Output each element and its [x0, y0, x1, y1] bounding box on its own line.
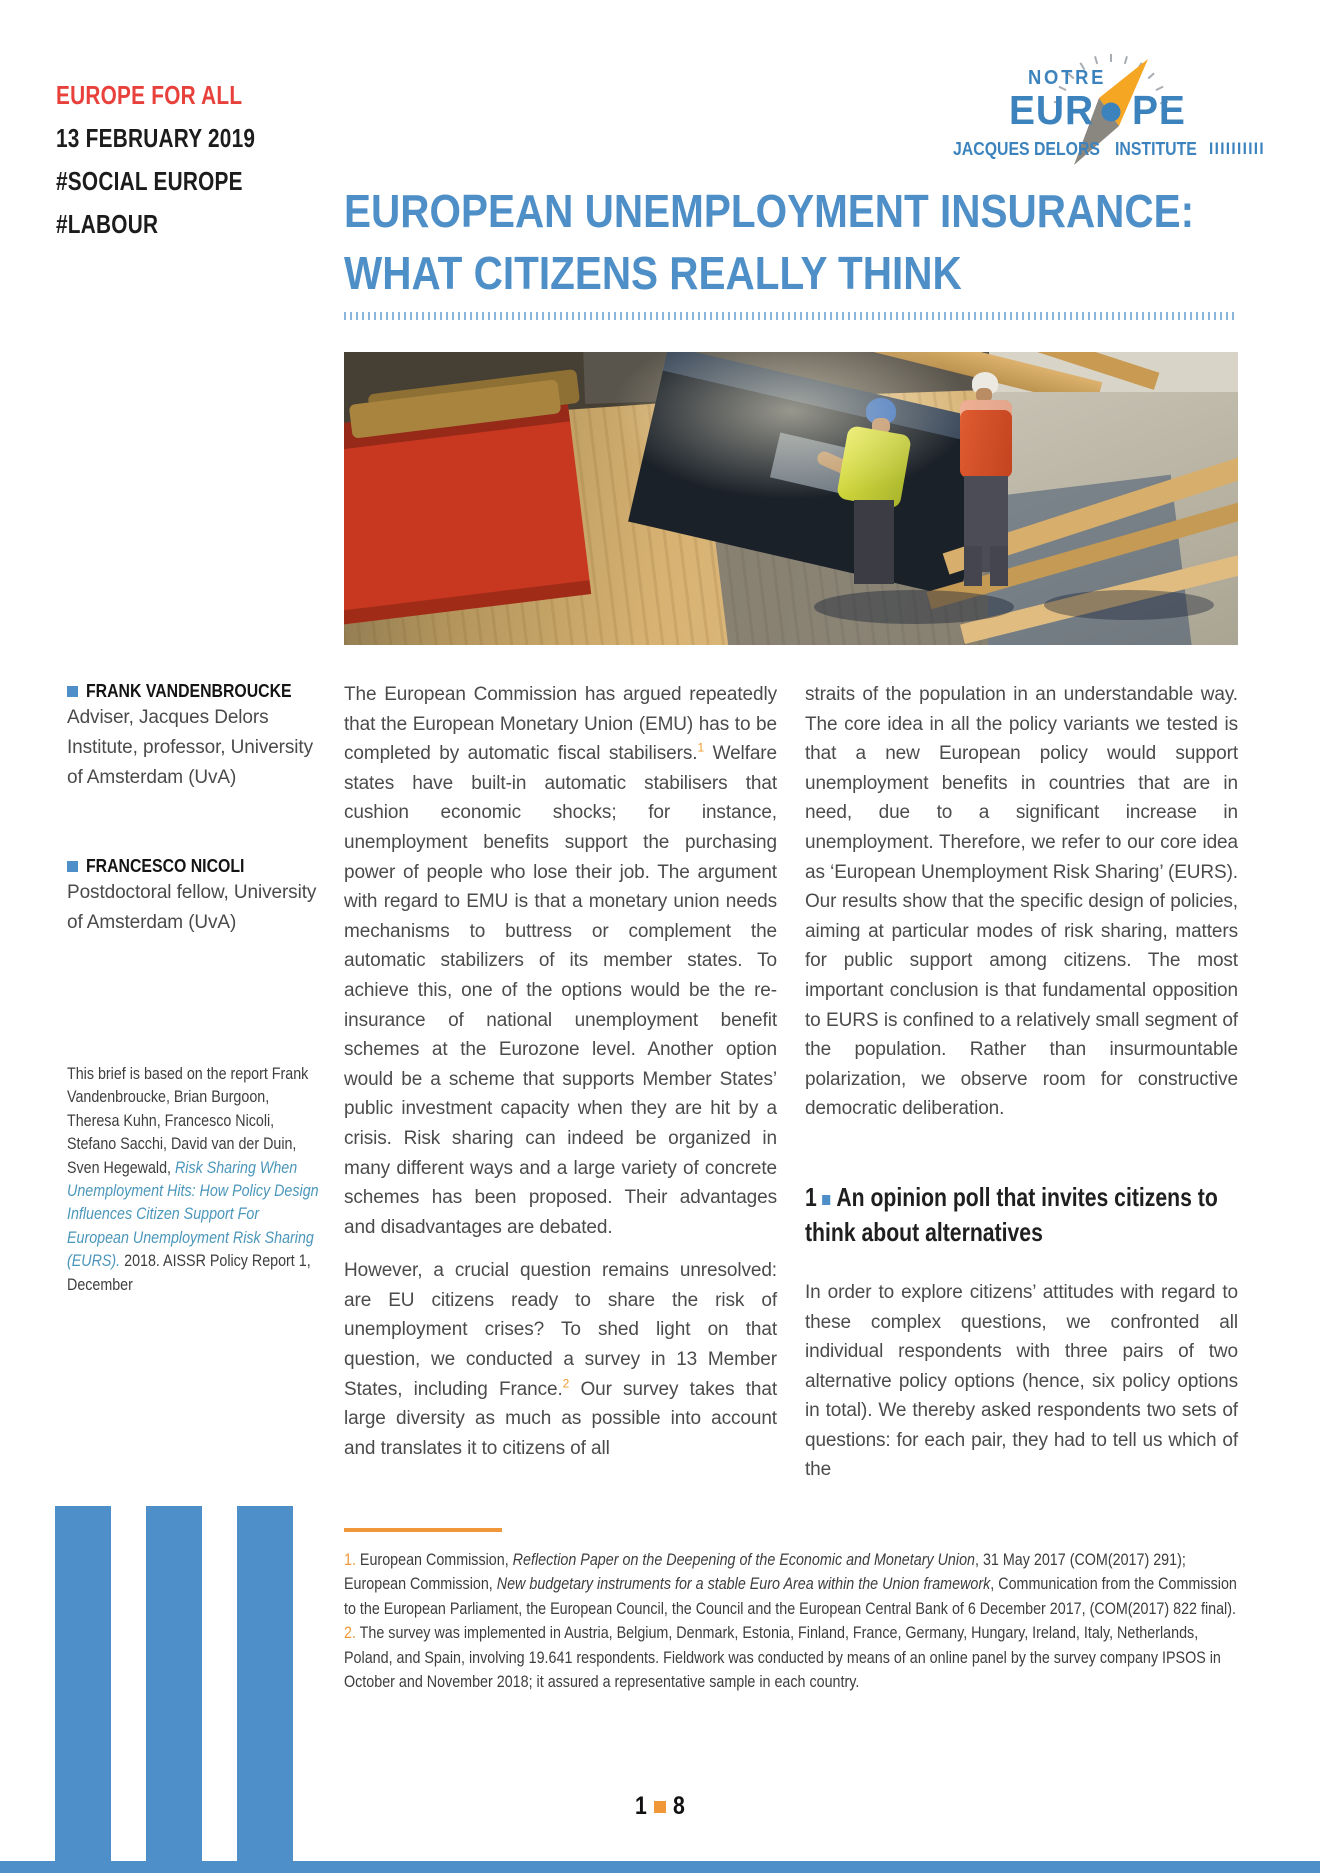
footnote-text: The survey was implemented in Austria, Belgium, Denmark, Estonia, Finland, France, Germany, Hungary, Ireland, Italy, Netherlands, Poland, and Spain, involving 19.641 respondents. Fieldwork was conducted by means of an online panel by the survey company IPSOS in October and November 2018; it assured a representative sample in each country.: [344, 1623, 1221, 1692]
report-reference-note: [67, 1062, 321, 1296]
bullet-square-icon: [67, 686, 78, 697]
logo-notre-text: NOTRE: [1028, 67, 1107, 89]
section-heading-1: [805, 1180, 1239, 1250]
body-column-2: [805, 680, 1238, 1485]
author-1-role: Adviser, Jacques Delors Institute, professor, University of Amsterdam (UvA): [67, 707, 314, 788]
footnote-ref-1: 1: [697, 740, 705, 755]
report-note-text: This brief is based on the report Frank Vandenbroucke, Brian Burgoon, Theresa Kuhn, Francesco Nicoli, Stefano Sacchi, David van der Duin, Sven Hegewald,: [67, 1064, 309, 1177]
report-note-suffix: 2018. AISSR Policy Report 1, December: [67, 1251, 311, 1294]
hashtag-labour: #LABOUR: [56, 209, 159, 239]
footnote-2: [344, 1621, 1238, 1694]
footnote-separator: [344, 1528, 502, 1532]
logo-institute-text: INSTITUTE: [1115, 139, 1197, 159]
logo-jacques-delors-text: JACQUES DELORS: [953, 139, 1100, 159]
kicker: EUROPE FOR ALL: [56, 80, 243, 110]
footnote-1-marker: 1.: [344, 1550, 356, 1569]
notre-europe-logo: [935, 45, 1265, 170]
photo-shadow: [1044, 590, 1214, 620]
section-heading-text: An opinion poll that invites citizens to think about alternatives: [805, 1181, 1218, 1247]
author-2: [67, 856, 327, 877]
page-title-line2: WHAT CITIZENS REALLY THINK: [344, 247, 962, 299]
paragraph: [344, 680, 777, 1242]
footnote-2-marker: 2.: [344, 1623, 356, 1643]
page-number-current: 1: [635, 1792, 647, 1820]
page-title-line1: EUROPEAN UNEMPLOYMENT INSURANCE:: [344, 185, 1195, 237]
paragraph-text: straits of the population in an understandable way. The core idea in all the policy variants we tested is that a new European policy would support unemployment benefits in countries that are in need, due to a significant increase in unemployment. Therefore, we refer to our core idea as ‘European Unemployment Risk Sharing’ (EURS). Our results show that the specific design of policies, aiming at particular modes of risk sharing, matters for public support among citizens. The most important conclusion is that fundamental opposition to EURS is confined to a relatively small segment of the population. Rather than insurmountable polarization, we observe room for constructive democratic deliberation.: [805, 684, 1238, 1120]
hashtag-social-europe: #SOCIAL EUROPE: [56, 166, 243, 196]
body-column-1: [344, 680, 777, 1463]
logo-tick-marks: IIIIIIIIII: [1209, 139, 1266, 158]
decoration-bar: [237, 1506, 293, 1873]
paragraph-text: However, a crucial question remains unresolved: are EU citizens ready to share the risk of unemployment crises? To shed light on that question, we conducted a survey in 13 Member States, including France.: [344, 1260, 777, 1400]
paragraph-text: In order to explore citizens’ attitudes with regard to these complex questions, we confronted all individual respondents with three pairs of two alternative policy options (hence, six policy options in total). We thereby asked respondents two sets of questions: for each pair, they had to tell us which of the: [805, 1281, 1238, 1481]
paragraph-text: Our survey takes that large diversity as much as possible into account and translates it to citizens of all: [344, 1378, 777, 1459]
author-2-role: Postdoctoral fellow, University of Amsterdam (UvA): [67, 882, 317, 933]
footnote-text: , 31 May 2017 (COM(2017) 291); European Commission,: [344, 1550, 1186, 1594]
author-1-name: FRANK VANDENBROUCKE: [86, 681, 292, 701]
photo-worker-legs: [964, 546, 1008, 586]
construction-site-photo: [344, 352, 1238, 645]
paragraph-text: The European Commission has argued repeatedly that the European Monetary Union (EMU) has to be completed by automatic fiscal stabilisers.: [344, 684, 777, 765]
bullet-square-icon: [67, 861, 78, 872]
page-number-total: 8: [673, 1792, 685, 1820]
paragraph-text: Welfare states have built-in automatic stabilisers that cushion economic shocks; for instance, unemployment benefits support the purchasing power of people who lose their job. The argument with regard to EMU is that a monetary union needs mechanisms to buttress or complement the automatic stabilizers of its member states. To achieve this, one of the options would be the re-insurance of national unemployment benefit schemes at the Eurozone level. Another option would be a scheme that supports Member States’ public investment capacity when they are hit by a crisis. Risk sharing can indeed be organized in many different ways and a large variety of concrete schemes has been proposed. Their advantages and disadvantages are debated.: [344, 743, 777, 1238]
author-1: [67, 681, 327, 702]
footnote-ref-2: 2: [562, 1376, 570, 1391]
page-number-square-icon: [654, 1801, 666, 1813]
photo-worker-pants: [854, 500, 894, 584]
heading-square-icon: [822, 1195, 830, 1205]
publication-date: 13 FEBRUARY 2019: [56, 123, 256, 153]
footnote-text: European Commission,: [355, 1550, 513, 1569]
author-2-name: FRANCESCO NICOLI: [86, 856, 245, 876]
report-title-link[interactable]: Risk Sharing When Unemployment Hits: How Policy Design Influences Citizen Support For European Unemployment Risk Sharing (EURS).: [67, 1157, 319, 1271]
footnote-1: [344, 1548, 1238, 1621]
footnote-italic-title: Reflection Paper on the Deepening of the Economic and Monetary Union: [512, 1550, 976, 1569]
footnote-italic-title: New budgetary instruments for a stable Euro Area within the Union framework: [496, 1574, 991, 1594]
decoration-bar: [55, 1506, 111, 1873]
footnotes: [344, 1548, 1238, 1694]
title-striped-divider: [344, 312, 1238, 320]
paragraph: [805, 1278, 1238, 1485]
section-number: 1: [805, 1181, 817, 1212]
paragraph: [805, 680, 1238, 1124]
paragraph: [344, 1256, 777, 1463]
logo-eur-text: EUR: [1009, 87, 1095, 133]
decoration-bar: [146, 1506, 202, 1873]
bottom-band: [0, 1861, 1320, 1873]
photo-sun-glare: [612, 352, 970, 499]
footnote-text: , Communication from the Commission to the European Parliament, the European Council, the Council and the European Central Bank of 6 December 2017, (COM(2017) 822 final).: [344, 1574, 1237, 1618]
logo-pe-text: PE: [1132, 87, 1186, 133]
